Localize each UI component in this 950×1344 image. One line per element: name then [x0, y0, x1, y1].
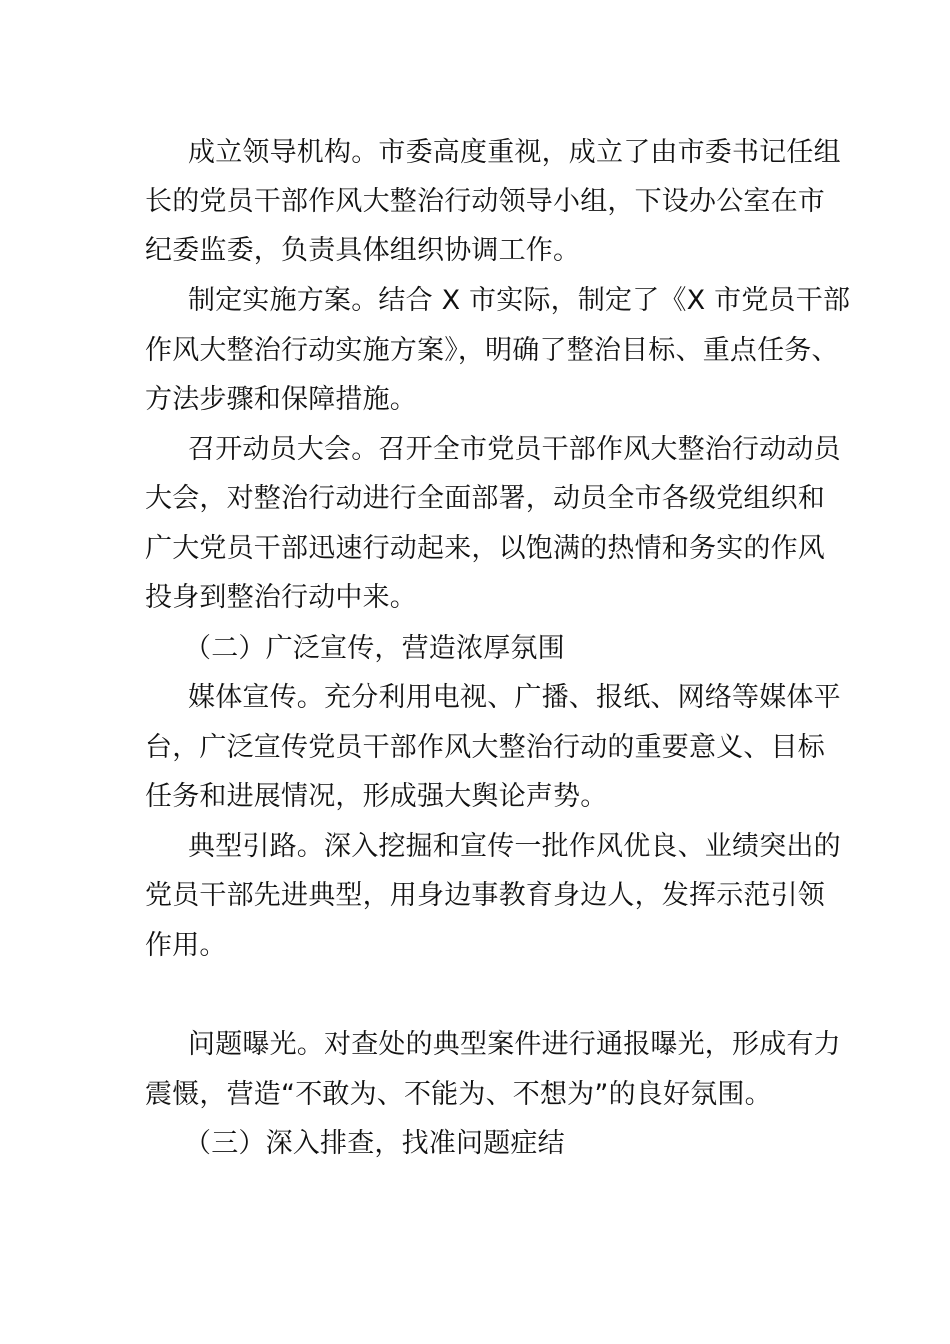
- paragraph-line: 方法步骤和保障措施。: [145, 384, 417, 415]
- paragraph-line: 大会，对整治行动进行全面部署，动员全市各级党组织和: [145, 483, 825, 514]
- paragraph-line: 作风大整治行动实施方案》，明确了整治目标、重点任务、: [145, 335, 839, 366]
- paragraph-line: 作用。: [145, 930, 227, 961]
- section-heading: （三）深入排查，找准问题症结: [184, 1128, 565, 1159]
- paragraph-line: 党员干部先进典型，用身边事教育身边人，发挥示范引领: [145, 880, 825, 911]
- paragraph-line: 制定实施方案。结合 X 市实际，制定了《X 市党员干部: [188, 285, 851, 316]
- paragraph-line: 成立领导机构。市委高度重视，成立了由市委书记任组: [188, 137, 841, 168]
- paragraph-line: 台，广泛宣传党员干部作风大整治行动的重要意义、目标: [145, 732, 825, 763]
- paragraph-line: 问题曝光。对查处的典型案件进行通报曝光，形成有力: [188, 1029, 841, 1060]
- paragraph-line: 召开动员大会。召开全市党员干部作风大整治行动动员: [188, 434, 841, 465]
- paragraph-line: 纪委监委，负责具体组织协调工作。: [145, 235, 581, 266]
- section-heading: （二）广泛宣传，营造浓厚氛围: [184, 633, 565, 664]
- paragraph-line: 长的党员干部作风大整治行动领导小组，下设办公室在市: [145, 186, 825, 217]
- paragraph-line: 投身到整治行动中来。: [145, 582, 417, 613]
- paragraph-line: 媒体宣传。充分利用电视、广播、报纸、网络等媒体平: [188, 682, 841, 713]
- paragraph-line: 广大党员干部迅速行动起来，以饱满的热情和务实的作风: [145, 533, 825, 564]
- paragraph-line: 典型引路。深入挖掘和宣传一批作风优良、业绩突出的: [188, 831, 841, 862]
- paragraph-line: 任务和进展情况，形成强大舆论声势。: [145, 781, 608, 812]
- paragraph-line: 震慑，营造“不敢为、不能为、不想为”的良好氛围。: [145, 1079, 772, 1110]
